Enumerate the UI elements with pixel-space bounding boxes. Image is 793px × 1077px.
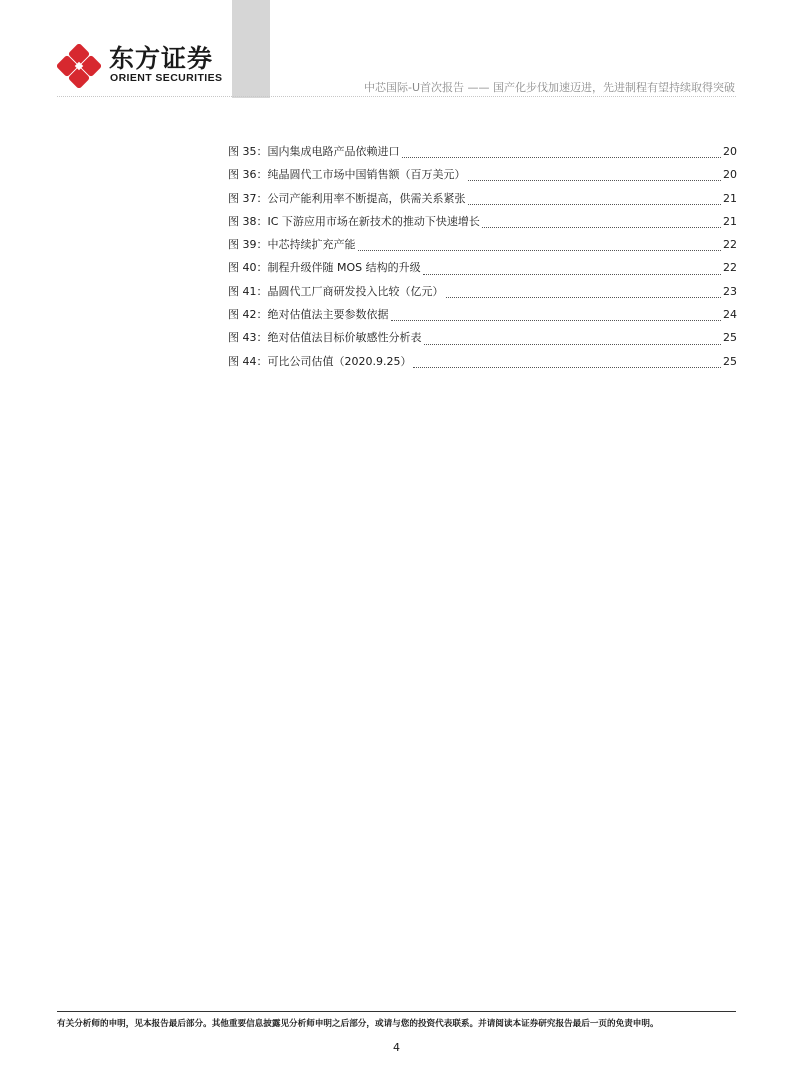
toc-entry-label: 图 38：IC 下游应用市场在新技术的推动下快速增长 xyxy=(228,214,480,228)
toc-entry[interactable] xyxy=(228,213,737,236)
toc-entry-label: 图 41：晶圆代工厂商研发投入比较（亿元） xyxy=(228,284,444,298)
toc-entry[interactable] xyxy=(228,329,737,352)
toc-entry[interactable] xyxy=(228,283,737,306)
toc-entry-label: 图 42：绝对估值法主要参数依据 xyxy=(228,308,389,322)
footer-disclaimer: 有关分析师的申明，见本报告最后部分。其他重要信息披露见分析师申明之后部分，或请与您的投资代表联系。并请阅读本证券研究报告最后一页的免责申明。 xyxy=(57,1019,659,1029)
toc-entry-label: 图 44：可比公司估值（2020.9.25） xyxy=(228,354,412,368)
toc-entry[interactable] xyxy=(228,190,737,213)
header-divider xyxy=(57,96,736,97)
toc-entry[interactable] xyxy=(228,353,737,376)
toc-entry-page: 21 xyxy=(723,191,737,205)
orient-securities-logo-icon xyxy=(57,44,101,88)
toc-leader-dots xyxy=(482,227,721,228)
figure-list xyxy=(228,143,737,376)
toc-leader-dots xyxy=(391,320,722,321)
toc-entry[interactable] xyxy=(228,236,737,259)
toc-leader-dots xyxy=(468,180,722,181)
toc-entry-page: 24 xyxy=(723,308,737,322)
toc-entry[interactable] xyxy=(228,306,737,329)
toc-entry-label: 图 35：国内集成电路产品依赖进口 xyxy=(228,145,400,158)
toc-leader-dots xyxy=(468,204,722,205)
toc-entry-page: 25 xyxy=(723,354,737,368)
toc-entry-page: 23 xyxy=(723,284,737,298)
report-title: 中芯国际-U首次报告 —— 国产化步伐加速迈进，先进制程有望持续取得突破 xyxy=(363,81,735,94)
toc-entry-label: 图 40：制程升级伴随 MOS 结构的升级 xyxy=(228,261,421,275)
toc-entry-page: 21 xyxy=(723,214,737,228)
logo-name-cn: 东方证券 xyxy=(109,44,214,73)
toc-entry-label: 图 43：绝对估值法目标价敏感性分析表 xyxy=(228,331,422,345)
toc-leader-dots xyxy=(402,157,722,158)
toc-entry-page: 22 xyxy=(723,261,737,275)
header-gray-tab xyxy=(232,0,270,98)
footer-divider xyxy=(57,1011,736,1012)
toc-entry-page: 20 xyxy=(723,145,737,158)
page-number: 4 xyxy=(393,1041,400,1054)
toc-leader-dots xyxy=(423,274,721,275)
logo-name-en: ORIENT SECURITIES xyxy=(110,72,223,84)
toc-leader-dots xyxy=(358,250,722,251)
toc-leader-dots xyxy=(413,367,721,368)
toc-entry-label: 图 39：中芯持续扩充产能 xyxy=(228,238,356,252)
company-logo xyxy=(57,44,227,88)
toc-entry-page: 20 xyxy=(723,168,737,182)
toc-entry-page: 22 xyxy=(723,238,737,252)
toc-leader-dots xyxy=(446,297,722,298)
toc-entry-label: 图 37：公司产能利用率不断提高，供需关系紧张 xyxy=(228,191,466,205)
toc-entry-page: 25 xyxy=(723,331,737,345)
toc-entry[interactable] xyxy=(228,166,737,189)
toc-leader-dots xyxy=(424,344,722,345)
toc-entry[interactable] xyxy=(228,259,737,282)
toc-entry[interactable] xyxy=(228,143,737,166)
toc-entry-label: 图 36：纯晶圆代工市场中国销售额（百万美元） xyxy=(228,168,466,182)
